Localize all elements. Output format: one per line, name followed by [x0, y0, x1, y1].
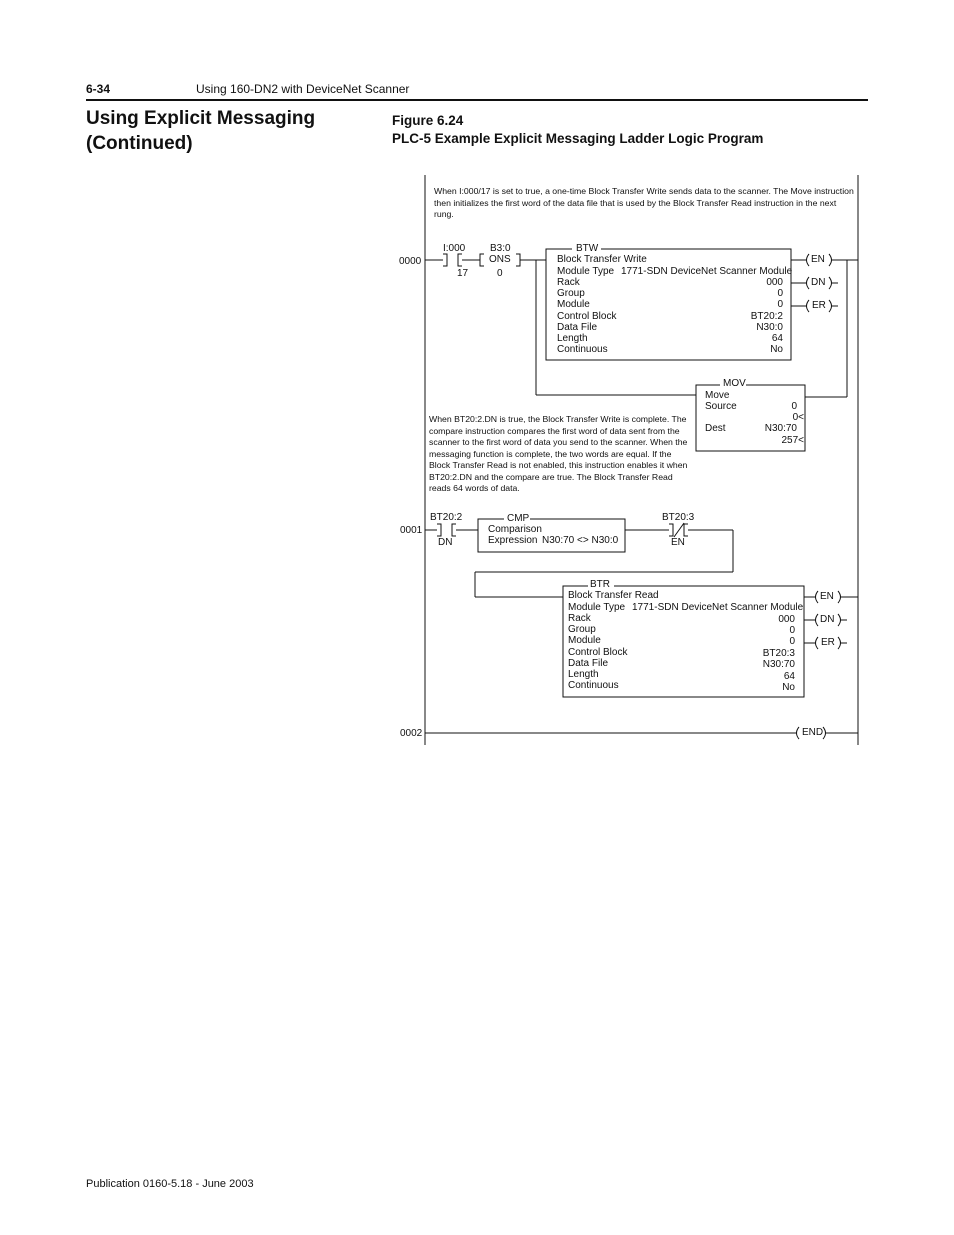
running-title: Using 160-DN2 with DeviceNet Scanner	[196, 82, 410, 96]
xic-contact-bt20-2-dn	[437, 524, 456, 536]
btw-row-label: Continuous	[557, 344, 608, 355]
btw-row-label: Control Block	[557, 311, 617, 322]
btr-row-label: Rack	[568, 613, 591, 624]
btr-coil-en: EN	[820, 591, 834, 602]
rung0-comment: When I:000/17 is set to true, a one-time Block Transfer Write sends data to the scanner. The Move instruction then initializes the first word of the data file that is used by the Block Transfer Read instruction in the next rung.	[434, 186, 854, 219]
btw-row-label: Rack	[557, 277, 580, 288]
btw-row-value: 0	[777, 299, 783, 310]
btr-row-value: No	[782, 682, 795, 693]
btr-coil-dn: DN	[820, 614, 835, 625]
btw-row-value: No	[770, 344, 783, 355]
rung-number-0002: 0002	[400, 728, 423, 739]
btw-title: Block Transfer Write	[557, 254, 647, 265]
mov-source-value: 0	[791, 401, 797, 412]
cmp-expression-value: N30:70 <> N30:0	[542, 535, 619, 546]
btr-module-type-label: Module Type	[568, 602, 626, 613]
cmp-expression-label: Expression	[488, 535, 538, 546]
ons-bit: 0	[497, 268, 503, 279]
rung-number-0000: 0000	[399, 256, 422, 267]
btw-tag: BTW	[576, 243, 599, 254]
btr-row-label: Group	[568, 624, 596, 635]
btr-row-label: Module	[568, 635, 601, 646]
btr-module-type-value: 1771-SDN DeviceNet Scanner Module	[632, 602, 804, 613]
ons-label: ONS	[489, 254, 511, 265]
btw-row-label: Length	[557, 333, 588, 344]
btr-row-value: 0	[789, 636, 795, 647]
mov-dest-value: N30:70	[764, 423, 797, 434]
rung1-comment: When BT20:2.DN is true, the Block Transfer Write is complete. The compare instruction compares the first word of data sent from the scanner to the first word of data you send to the scanner. When the messaging function is complete, the two words are equal. If the Block Transfer Read is not enabled, this instruction enables it when BT20:2.DN and the compare are true. The Block Transfer Read reads 64 words of data.	[429, 414, 688, 493]
mov-source-label: Source	[705, 401, 737, 412]
btr-tag: BTR	[590, 579, 610, 590]
xic-bit: 17	[457, 268, 469, 279]
mov-tag: MOV	[723, 378, 746, 389]
btw-row-value: N30:0	[756, 322, 783, 333]
btw-coil-en: EN	[811, 254, 825, 265]
dn-address: BT20:2	[430, 512, 463, 523]
xio-bit: EN	[671, 537, 685, 548]
mov-title: Move	[705, 390, 730, 401]
btr-row-value: 0	[789, 625, 795, 636]
btw-row-value: BT20:2	[750, 311, 783, 322]
cmp-title: Comparison	[488, 524, 542, 535]
btr-row-label: Continuous	[568, 680, 619, 691]
btr-row-value: N30:70	[762, 659, 795, 670]
btw-coil-er: ER	[812, 300, 826, 311]
btr-coil-er: ER	[821, 637, 835, 648]
dn-bit: DN	[438, 537, 453, 548]
header-rule	[86, 99, 868, 101]
ons-address: B3:0	[490, 243, 511, 254]
figure-number: Figure 6.24	[392, 113, 464, 128]
btw-module-type-label: Module Type	[557, 266, 615, 277]
btw-row-label: Module	[557, 299, 590, 310]
btr-row-label: Control Block	[568, 647, 628, 658]
btr-title: Block Transfer Read	[568, 590, 659, 601]
section-title-line1: Using Explicit Messaging	[86, 108, 316, 129]
xic-address: I:000	[443, 243, 466, 254]
page-number: 6-34	[86, 82, 111, 96]
figure-caption: PLC-5 Example Explicit Messaging Ladder Logic Program	[392, 131, 764, 146]
mov-dest-label: Dest	[705, 423, 726, 434]
btr-row-value: 64	[783, 671, 795, 682]
btr-row-label: Length	[568, 669, 599, 680]
xic-contact-i000-17	[443, 254, 462, 266]
btw-row-value: 64	[771, 333, 783, 344]
btw-row-value: 0	[777, 288, 783, 299]
btw-coil-dn: DN	[811, 277, 826, 288]
btr-row-label: Data File	[568, 658, 609, 669]
end-label: END	[802, 727, 824, 738]
rung-number-0001: 0001	[400, 525, 423, 536]
btw-row-value: 000	[766, 277, 783, 288]
btw-row-label: Group	[557, 288, 585, 299]
cmp-tag: CMP	[507, 513, 530, 524]
xio-contact-bt20-3-en	[669, 523, 688, 537]
xio-address: BT20:3	[662, 512, 695, 523]
btw-module-type-value: 1771-SDN DeviceNet Scanner Module	[621, 266, 793, 277]
btw-row-label: Data File	[557, 322, 598, 333]
section-title-line2: (Continued)	[86, 133, 193, 154]
btr-row-value: 000	[778, 614, 795, 625]
publication-footer: Publication 0160-5.18 - June 2003	[86, 1178, 254, 1190]
btr-row-value: BT20:3	[762, 648, 795, 659]
mov-dest-current: 257<	[781, 435, 804, 446]
end-instruction	[425, 727, 858, 739]
mov-source-current: 0<	[792, 412, 804, 423]
